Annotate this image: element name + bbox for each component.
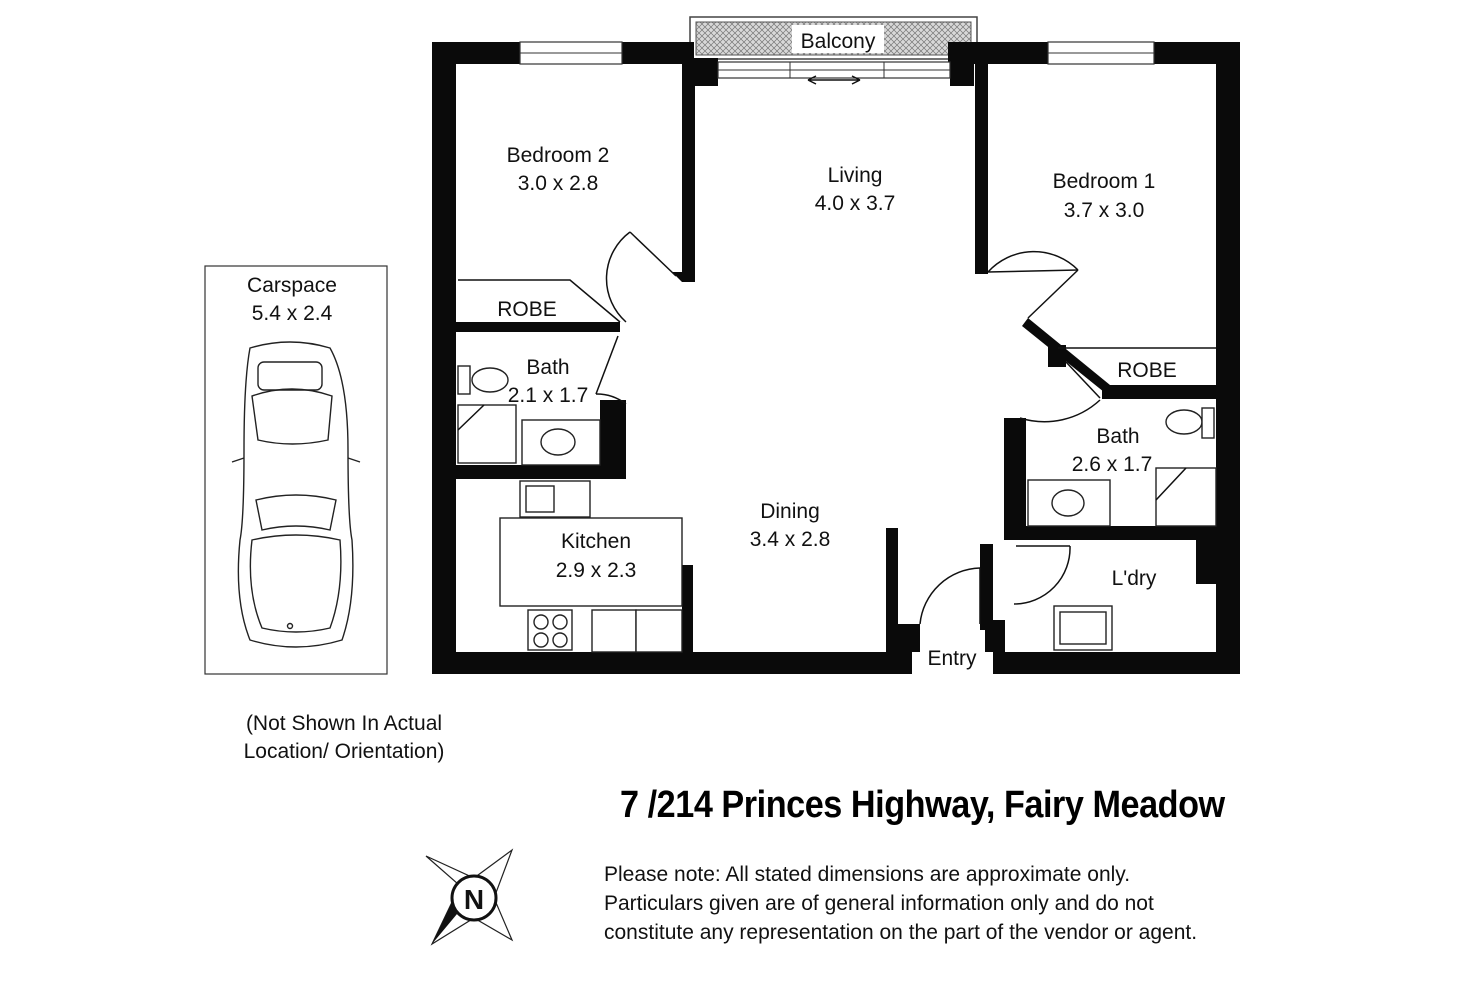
kitchen-size: 2.9 x 2.3 bbox=[555, 559, 637, 582]
balcony-label: Balcony bbox=[800, 30, 876, 53]
bedroom1-size: 3.7 x 3.0 bbox=[1063, 199, 1145, 222]
kitchen-label: Kitchen bbox=[560, 530, 632, 553]
fixtures bbox=[458, 366, 1216, 652]
living-label: Living bbox=[827, 164, 883, 187]
bath-right-size: 2.6 x 1.7 bbox=[1071, 453, 1153, 476]
robe-right-label: ROBE bbox=[1117, 359, 1177, 382]
disclaimer-line: constitute any representation on the part of the vendor or agent. bbox=[604, 921, 1198, 944]
compass-label: N bbox=[463, 884, 485, 915]
carspace-note bbox=[236, 710, 452, 766]
laundry-label: L'dry bbox=[1111, 567, 1157, 590]
living-size: 4.0 x 3.7 bbox=[814, 192, 896, 215]
toilet-left bbox=[472, 368, 508, 392]
carspace-note-line: (Not Shown In Actual bbox=[245, 712, 443, 735]
carspace-size: 5.4 x 2.4 bbox=[251, 302, 333, 325]
carspace-note-line: Location/ Orientation) bbox=[243, 740, 445, 763]
disclaimer bbox=[604, 860, 1197, 947]
compass-icon bbox=[426, 850, 512, 944]
carspace-label: Carspace bbox=[247, 274, 337, 297]
property-address: 7 /214 Princes Highway, Fairy Meadow bbox=[620, 784, 1225, 826]
bath-right-label: Bath bbox=[1096, 425, 1140, 448]
bath-left-label: Bath bbox=[526, 356, 570, 379]
carspace bbox=[205, 266, 387, 674]
disclaimer-line: Please note: All stated dimensions are approximate only. bbox=[604, 863, 1131, 886]
dining-label: Dining bbox=[760, 500, 820, 523]
toilet-right bbox=[1166, 410, 1202, 434]
shower-right bbox=[1156, 468, 1216, 526]
entry-label: Entry bbox=[927, 647, 977, 670]
bedroom2-size: 3.0 x 2.8 bbox=[517, 172, 599, 195]
balcony bbox=[690, 17, 977, 59]
bedroom1-label: Bedroom 1 bbox=[1052, 170, 1156, 193]
dining-size: 3.4 x 2.8 bbox=[749, 528, 831, 551]
shower-left bbox=[458, 405, 516, 463]
disclaimer-line: Particulars given are of general information only and do not bbox=[604, 892, 1154, 915]
bedroom2-label: Bedroom 2 bbox=[506, 144, 610, 167]
robe-left-label: ROBE bbox=[497, 298, 557, 321]
bath-left-size: 2.1 x 1.7 bbox=[507, 384, 589, 407]
